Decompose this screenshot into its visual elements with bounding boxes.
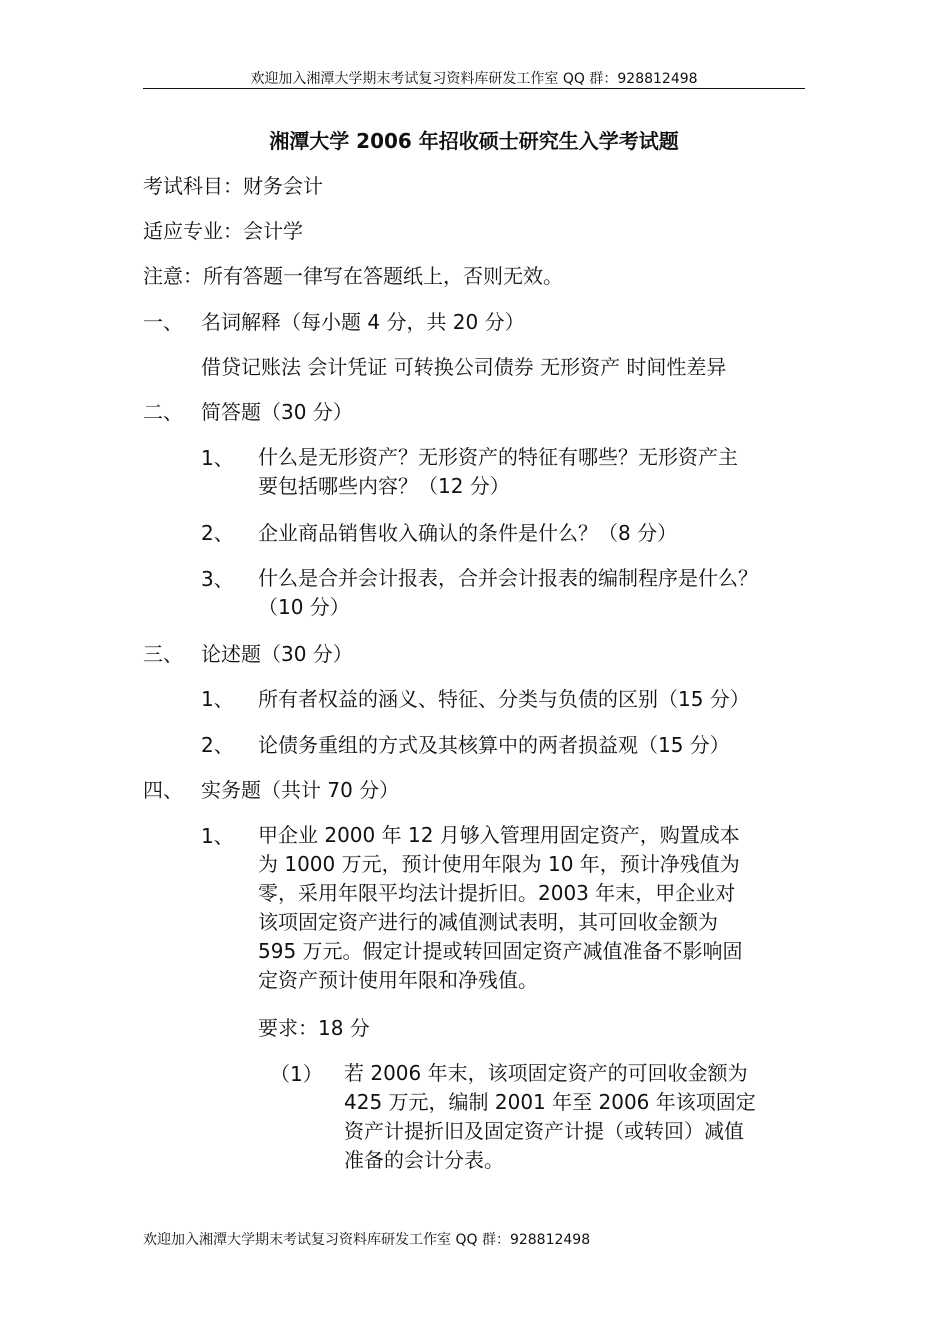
section-3-heading: 论述题（30 分） [201,642,353,666]
page-header: 欢迎加入湘潭大学期末考试复习资料库研发工作室 QQ 群：928812498 [250,71,698,87]
s2-q3-text [258,564,758,622]
s4-q1-line: 为 1000 万元，预计使用年限为 10 年，预计净残值为 [258,852,740,876]
section-3-number: 三、 [143,642,183,666]
s3-q2-number: 2、 [201,733,234,757]
section-1-terms: 借贷记账法 会计凭证 可转换公司债券 无形资产 时间性差异 [201,355,727,379]
s4-q1-sub1-number: （1） [270,1062,323,1086]
s4-q1-line: 零，采用年限平均法计提折旧。2003 年末，甲企业对 [258,881,736,905]
s2-q1-line: 什么是无形资产？无形资产的特征有哪些？无形资产主 [258,445,738,469]
s2-q1-number: 1、 [201,446,234,470]
s2-q2-text: 企业商品销售收入确认的条件是什么？（8 分） [258,521,678,545]
s2-q2-number: 2、 [201,521,234,545]
section-4-heading: 实务题（共计 70 分） [201,778,400,802]
s4-q1-sub1-line: 425 万元，编制 2001 年至 2006 年该项固定 [344,1090,756,1114]
section-1-heading: 名词解释（每小题 4 分，共 20 分） [201,310,525,334]
exam-major: 适应专业：会计学 [143,219,303,243]
s4-q1-line: 595 万元。假定计提或转回固定资产减值准备不影响固 [258,939,743,963]
s4-q1-number: 1、 [201,824,234,848]
s4-q1-sub1-line: 准备的会计分表。 [344,1148,504,1172]
section-2-heading: 简答题（30 分） [201,400,353,424]
exam-subject: 考试科目：财务会计 [143,174,323,198]
s2-q1-line: 要包括哪些内容？（12 分） [258,474,510,498]
s2-q3-line: （10 分） [258,595,350,619]
s4-q1-requirement: 要求：18 分 [258,1016,370,1040]
section-4-number: 四、 [143,778,183,802]
s2-q3-line: 什么是合并会计报表，合并会计报表的编制程序是什么？ [258,566,758,590]
exam-title: 湘潭大学 2006 年招收硕士研究生入学考试题 [269,129,679,153]
s2-q1-text [258,443,738,501]
exam-notice: 注意：所有答题一律写在答题纸上，否则无效。 [143,264,563,288]
s4-q1-text [258,821,743,995]
s4-q1-line: 甲企业 2000 年 12 月够入管理用固定资产，购置成本 [258,823,740,847]
s4-q1-sub1-line: 资产计提折旧及固定资产计提（或转回）减值 [344,1119,744,1143]
s3-q2-text: 论债务重组的方式及其核算中的两者损益观（15 分） [258,733,730,757]
page-footer: 欢迎加入湘潭大学期末考试复习资料库研发工作室 QQ 群：928812498 [143,1232,591,1248]
s4-q1-sub1-line: 若 2006 年末，该项固定资产的可回收金额为 [344,1061,748,1085]
s3-q1-number: 1、 [201,687,234,711]
s4-q1-line: 该项固定资产进行的减值测试表明，其可回收金额为 [258,910,718,934]
s2-q3-number: 3、 [201,567,234,591]
section-1-number: 一、 [143,310,183,334]
s4-q1-line: 定资产预计使用年限和净残值。 [258,968,538,992]
section-2-number: 二、 [143,400,183,424]
s3-q1-text: 所有者权益的涵义、特征、分类与负债的区别（15 分） [258,687,750,711]
header-divider [143,88,805,89]
s4-q1-sub1-text [344,1059,756,1175]
